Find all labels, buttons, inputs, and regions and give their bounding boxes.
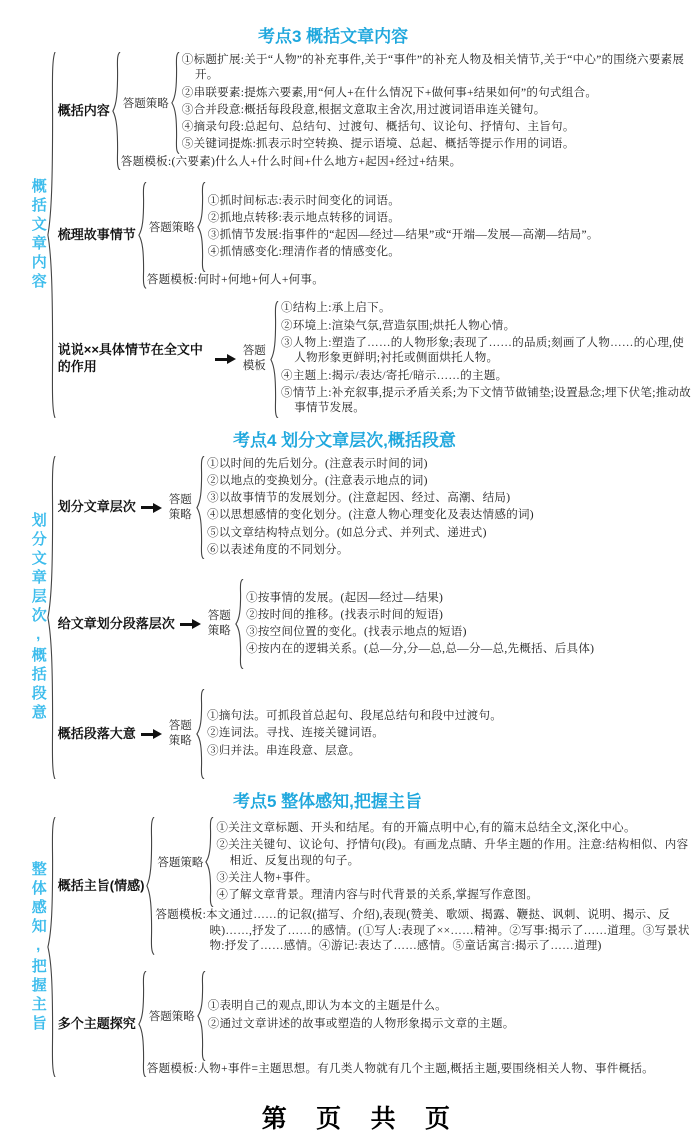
strategy-item: ①按事情的发展。(起因—经过—结果) (246, 591, 444, 604)
template-line (155, 908, 693, 955)
brace (47, 817, 56, 1077)
strategy-item: ⑤关键词提炼:抓表示时空转换、提示语境、总起、概括等提示作用的词语。 (181, 138, 575, 151)
strategy-item: ③按空间位置的变化。(找表示地点的短语) (246, 626, 467, 639)
brace (138, 971, 147, 1077)
strategy-item: ①以时间的先后划分。(注意表示时间的词) (207, 457, 428, 470)
tree-node (56, 971, 693, 1077)
brace (146, 817, 155, 955)
mindmap-tree (30, 456, 693, 779)
tree-node (56, 689, 693, 779)
strategy-item: ④了解文章背景。理清内容与时代背景的关系,掌握写作意图。 (216, 889, 539, 902)
mindmap-tree (30, 52, 693, 418)
strategy-item: ①标题扩展:关于“人物”的补充事件,关于“事件”的补充人物及相关情节,关于“中心”的围绕六要素展开。 (181, 53, 685, 82)
strategy-item: ③归并法。串连段意、层意。 (207, 744, 361, 757)
brace (196, 689, 205, 779)
template-line (147, 273, 693, 289)
page-footer: 第 页 共 页 (261, 1105, 462, 1134)
arrow-icon (141, 503, 162, 513)
strategy-item: ③以故事情节的发展划分。(注意起因、经过、高潮、结局) (207, 492, 511, 505)
strategy-item: ④摘录句段:总起句、总结句、过渡句、概括句、议论句、抒情句、主旨句。 (181, 121, 575, 134)
template-label: 答题模板: (146, 273, 198, 286)
strategy-label: 答题策略 (148, 222, 195, 235)
strategy-label: 答题策略 (168, 720, 192, 748)
node-label: 划分文章层次 (57, 499, 136, 515)
template-group (241, 301, 693, 418)
mindmap-root-label: 整体感知,把握主旨 (29, 860, 47, 1034)
tree-node (56, 579, 693, 669)
template-label: 答题模板 (242, 345, 266, 373)
template-text: 人物+事件=主题思想。有几类人物就有几个主题,概括主题,要围绕相关人物、事件概括。 (197, 1062, 654, 1075)
mindmap-tree (30, 817, 693, 1077)
mindmap-root-label: 概括文章内容 (29, 177, 47, 292)
strategy-label: 答题策略 (207, 610, 231, 638)
section-title: 考点5 整体感知,把握主旨 (233, 792, 422, 812)
tree-node (56, 301, 693, 418)
brace (197, 182, 206, 272)
section-kaodian-3 (30, 22, 693, 418)
strategy-label: 答题策略 (122, 97, 169, 110)
tree-node (56, 52, 693, 170)
template-label: 答题模板: (155, 909, 207, 922)
template-item: ③人物上:塑造了……的人物形象;表现了……的品质;刻画了人物……的心理,使人物形象更鲜明;衬托或侧面烘托人物。 (281, 336, 685, 365)
strategy-item: ①摘句法。可抓段首总起句、段尾总结句和段中过渡句。 (207, 710, 503, 723)
strategy-item: ②按时间的推移。(找表示时间的短语) (246, 608, 444, 621)
strategy-group (121, 52, 693, 154)
strategy-group (147, 182, 693, 272)
tree-node (56, 456, 693, 559)
strategy-group (155, 817, 693, 907)
brace (47, 456, 56, 779)
node-label: 多个主题探究 (57, 1015, 136, 1031)
template-text: 本文通过……的记叙(描写、介绍),表现(赞美、歌颂、揭露、鞭挞、讽刺、说明、揭示、反映)……,抒发了……的感情。(①写人:表现了××……精神。②写事:揭示了……道理。③写景状物:抒发了……感情。④游记:表达了……感情。⑤童话寓言:揭示了……道理) (206, 909, 690, 953)
strategy-item: ②抓地点转移:表示地点转移的词语。 (207, 211, 401, 224)
strategy-group (167, 689, 502, 779)
strategy-item: ③合并段意:概括每段段意,根据文意取主舍次,用过渡词语串连关键句。 (181, 103, 546, 116)
strategy-item: ④按内在的逻辑关系。(总—分,分—总,总—分—总,先概括、后具体) (246, 643, 595, 656)
strategy-item: ①表明自己的观点,即认为本文的主题是什么。 (207, 1000, 447, 1013)
template-label: 答题模板: (120, 155, 172, 168)
strategy-item: ③关注人物+事件。 (216, 871, 318, 884)
node-label: 说说××具体情节在全文中的作用 (57, 342, 203, 375)
brace (196, 456, 205, 559)
template-item: ④主题上:揭示/表达/寄托/暗示……的主题。 (281, 369, 508, 382)
strategy-item: ②连词法。寻找、连接关键词语。 (207, 727, 385, 740)
brace (112, 52, 121, 170)
strategy-item: ④以思想感情的变化划分。(注意人物心理变化及表达情感的词) (207, 509, 534, 522)
node-label: 梳理故事情节 (57, 226, 136, 242)
node-label: 概括段落大意 (57, 725, 136, 741)
section-title: 考点4 划分文章层次,概括段意 (233, 430, 456, 450)
strategy-label: 答题策略 (157, 857, 204, 870)
strategy-item: ⑥以表述角度的不同划分。 (207, 543, 349, 556)
brace (235, 579, 244, 669)
strategy-item: ②通过文章讲述的故事或塑造的人物形象揭示文章的主题。 (207, 1017, 515, 1030)
strategy-item: ⑤以文章结构特点划分。(如总分式、并列式、递进式) (207, 526, 487, 539)
arrow-icon (180, 619, 201, 629)
template-item: ①结构上:承上启下。 (281, 302, 391, 315)
arrow-icon (215, 354, 236, 364)
brace (270, 301, 279, 418)
tree-node (56, 817, 693, 955)
section-kaodian-5 (30, 787, 693, 1077)
node-label: 给文章划分段落层次 (57, 615, 175, 631)
brace (197, 971, 206, 1061)
strategy-item: ②以地点的变换划分。(注意表示地点的词) (207, 474, 428, 487)
template-text: 何时+何地+何人+何事。 (197, 273, 325, 286)
strategy-item: ④抓情感变化:理清作者的情感变化。 (207, 246, 401, 259)
node-label: 概括内容 (57, 102, 110, 118)
brace (47, 52, 56, 418)
template-text: (六要素)什么人+什么时间+什么地方+起因+经过+结果。 (171, 155, 462, 168)
template-line (121, 155, 693, 171)
strategy-item: ②串联要素:提炼六要素,用“何人+在什么情况下+做何事+结果如何”的句式组合。 (181, 86, 598, 99)
template-item: ②环境上:渲染气氛,营造氛围;烘托人物心情。 (281, 319, 516, 332)
template-label: 答题模板: (146, 1062, 198, 1075)
strategy-group (167, 456, 534, 559)
brace (138, 182, 147, 288)
brace (205, 817, 214, 907)
strategy-item: ③抓情节发展:指事件的“起因—经过—结果”或“开端—发展—高潮—结局”。 (207, 228, 599, 241)
node-label: 概括主旨(情感) (57, 877, 145, 893)
strategy-label: 答题策略 (168, 493, 192, 521)
strategy-label: 答题策略 (148, 1010, 195, 1023)
template-item: ⑤情节上:补充叙事,提示矛盾关系;为下文情节做铺垫;设置悬念;埋下伏笔;推动故事情节发展。 (281, 386, 692, 415)
strategy-group (206, 579, 594, 669)
tree-node (56, 182, 693, 288)
arrow-icon (141, 729, 162, 739)
strategy-item: ①抓时间标志:表示时间变化的词语。 (207, 194, 401, 207)
section-kaodian-4 (30, 426, 693, 779)
brace (171, 52, 180, 154)
mindmap-root-label: 划分文章层次,概括段意 (29, 512, 47, 724)
strategy-item: ②关注关键句、议论句、抒情句(段)。有画龙点睛、升华主题的作用。注意:结构相似、内容相近、反复出现的句子。 (216, 838, 689, 867)
strategy-group (147, 971, 693, 1061)
strategy-item: ①关注文章标题、开头和结尾。有的开篇点明中心,有的篇末总结全文,深化中心。 (216, 821, 636, 834)
section-title: 考点3 概括文章内容 (258, 27, 409, 46)
template-line (147, 1062, 693, 1078)
